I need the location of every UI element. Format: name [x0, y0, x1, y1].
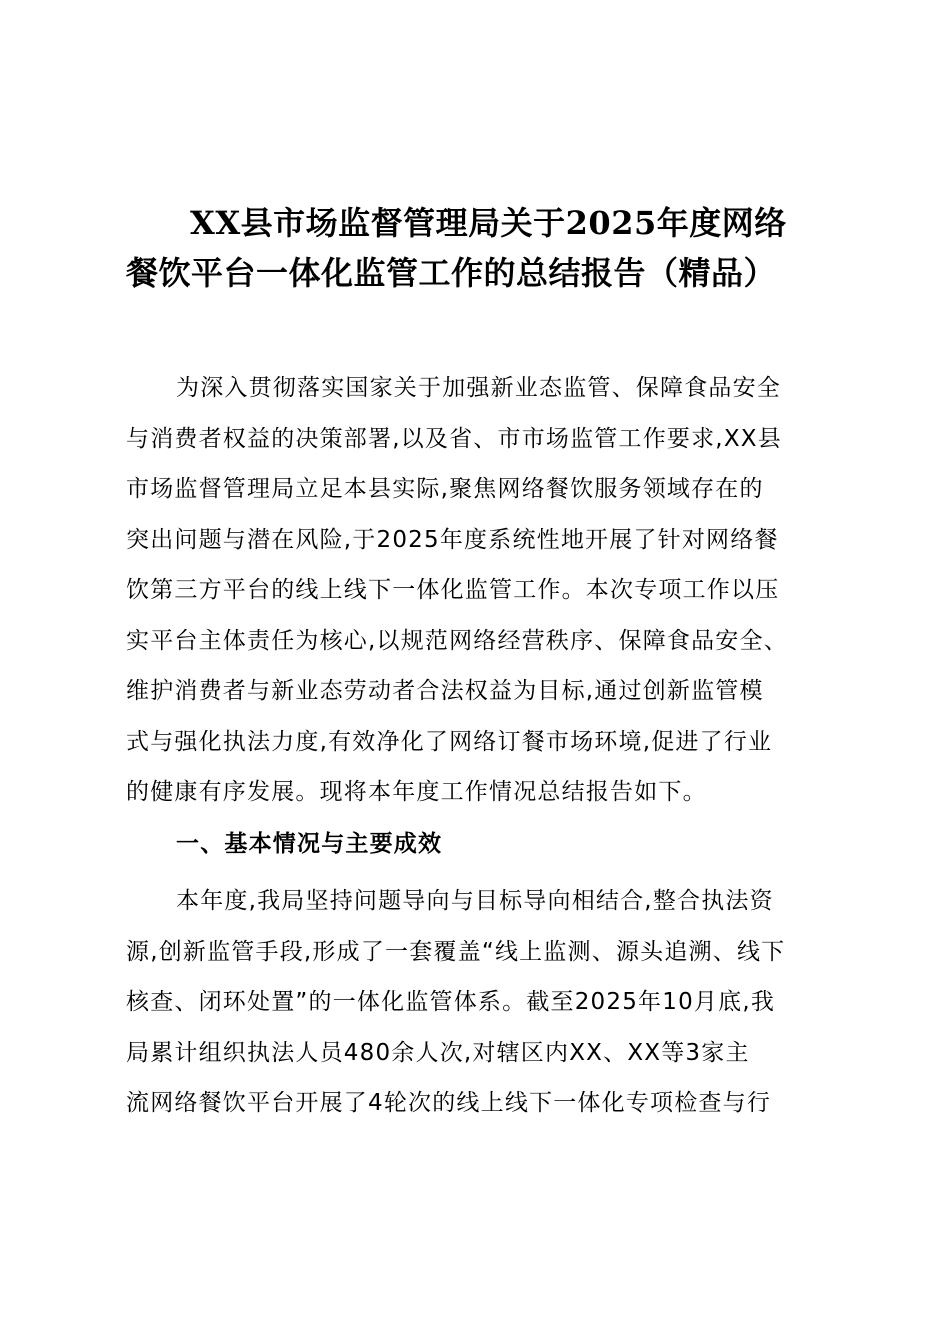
paragraph-line: 为深入贯彻落实国家关于加强新业态监管、保障食品安全 [176, 375, 781, 401]
document-title [126, 198, 826, 298]
paragraph-line: 突出问题与潜在风险,于2025年度系统性地开展了针对网络餐 [126, 526, 779, 553]
paragraph-line: 的健康有序发展。现将本年度工作情况总结报告如下。 [126, 779, 707, 805]
title-line: 餐饮平台一体化监管工作的总结报告（精品） [126, 254, 777, 292]
paragraph-line: 实平台主体责任为核心,以规范网络经营秩序、保障食品安全、 [126, 627, 788, 654]
paragraph-line: 核查、闭环处置”的一体化监管体系。截至2025年10月底,我 [126, 989, 776, 1015]
section-heading: 一、基本情况与主要成效 [176, 831, 443, 857]
intro-paragraph [126, 363, 826, 818]
paragraph-line: 饮第三方平台的线上线下一体化监管工作。本次专项工作以压 [126, 577, 780, 603]
paragraph-line: 市场监督管理局立足本县实际,聚焦网络餐饮服务领域存在的 [126, 476, 764, 502]
paragraph-line: 本年度,我局坚持问题导向与目标导向相结合,整合执法资 [176, 888, 774, 914]
paragraph-line: 与消费者权益的决策部署,以及省、市市场监管工作要求,XX县 [126, 425, 782, 452]
title-line: XX县市场监督管理局关于2025年度网络 [190, 204, 787, 242]
paragraph-line: 流网络餐饮平台开展了4轮次的线上线下一体化专项检查与行 [126, 1090, 772, 1116]
paragraph-line: 源,创新监管手段,形成了一套覆盖“线上监测、源头追溯、线下 [126, 938, 786, 965]
paragraph-line: 局累计组织执法人员480余人次,对辖区内XX、XX等3家主 [126, 1039, 750, 1066]
paragraph-line: 式与强化执法力度,有效净化了网络订餐市场环境,促进了行业 [126, 728, 773, 755]
paragraph-line: 维护消费者与新业态劳动者合法权益为目标,通过创新监管模 [126, 678, 764, 704]
section-1-paragraph [126, 876, 826, 1129]
